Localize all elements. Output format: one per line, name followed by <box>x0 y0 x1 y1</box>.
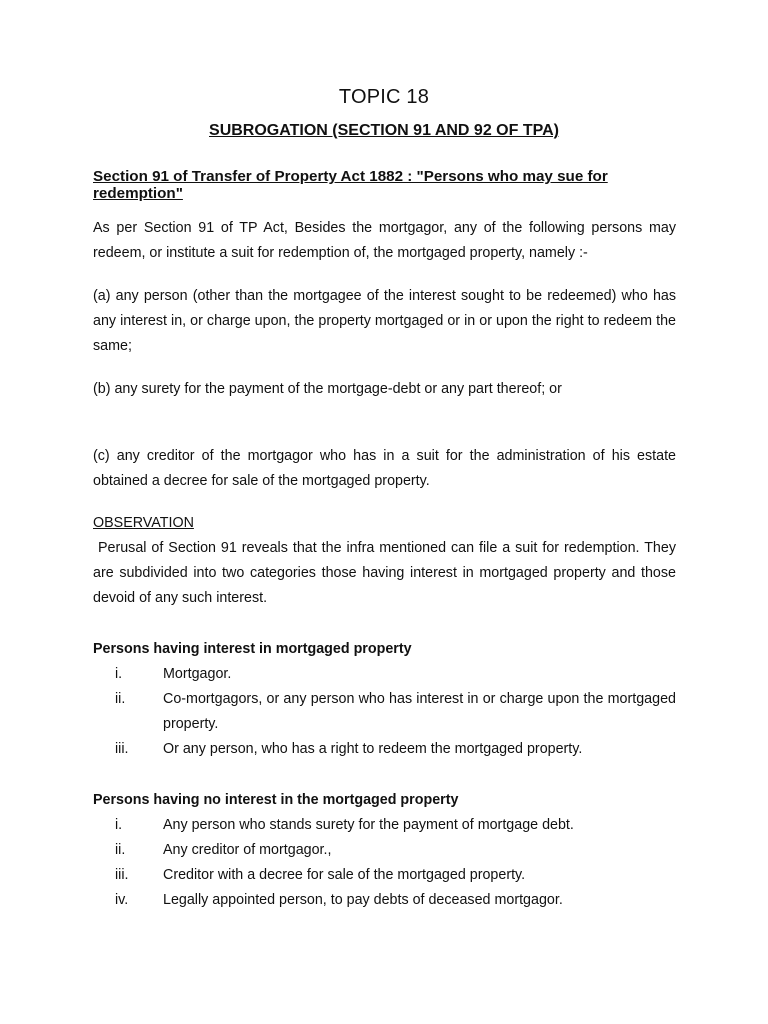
list-item-text: Co-mortgagors, or any person who has interest in or charge upon the mortgaged property. <box>163 691 676 732</box>
clause-c-paragraph: (c) any creditor of the mortgagor who has in a suit for the administration of his estate obtained a decree for sale of the mortgaged property. <box>93 448 676 489</box>
list-item <box>93 737 676 762</box>
observation-section <box>93 511 680 611</box>
list-item-text: Creditor with a decree for sale of the mortgaged property. <box>163 867 526 883</box>
subtitle-text: SUBROGATION (SECTION 91 AND 92 OF TPA) <box>209 122 559 139</box>
interest-list <box>93 662 676 762</box>
list-item <box>93 863 676 888</box>
list-item <box>93 888 676 913</box>
no-interest-list <box>93 813 676 913</box>
list-item-number: ii. <box>115 691 126 707</box>
intro-paragraph: As per Section 91 of TP Act, Besides the mortgagor, any of the following persons may redeem, or institute a suit for redemption of, the mortgaged property, namely :- <box>93 220 676 261</box>
list-item-number: iii. <box>115 867 129 883</box>
list-item <box>93 838 676 863</box>
list-item-text: Or any person, who has a right to redeem the mortgaged property. <box>163 741 583 757</box>
list-item-number: iii. <box>115 741 129 757</box>
list-item-text: Any creditor of mortgagor., <box>163 842 332 858</box>
list-item <box>93 662 676 687</box>
list-item-text: Legally appointed person, to pay debts of deceased mortgagor. <box>163 892 563 908</box>
list-item-text: Mortgagor. <box>163 666 232 682</box>
interest-list-section <box>93 637 676 762</box>
list-item-text: Any person who stands surety for the payment of mortgage debt. <box>163 817 574 833</box>
no-interest-list-heading: Persons having no interest in the mortgaged property <box>93 792 459 808</box>
list-item-number: iv. <box>115 892 129 908</box>
interest-list-heading: Persons having interest in mortgaged property <box>93 641 412 657</box>
clause-b-paragraph: (b) any surety for the payment of the mortgage-debt or any part thereof; or <box>93 381 562 397</box>
list-item <box>93 687 676 737</box>
section-heading: Section 91 of Transfer of Property Act 1882 : "Persons who may sue for redemption" <box>93 168 608 202</box>
observation-text: Perusal of Section 91 reveals that the infra mentioned can file a suit for redemption. They are subdivided into two categories those having interest in mortgaged property and those devoid of any such interest. <box>93 540 680 606</box>
page-title: TOPIC 18 <box>338 86 430 108</box>
list-item-number: i. <box>115 666 123 682</box>
list-item-number: i. <box>115 817 123 833</box>
list-item <box>93 813 676 838</box>
page-subtitle <box>0 122 768 140</box>
clause-a-paragraph: (a) any person (other than the mortgagee of the interest sought to be redeemed) who has any interest in, or charge upon, the property mortgaged or in or upon the right to redeem the same; <box>93 288 676 354</box>
observation-label: OBSERVATION <box>93 515 194 531</box>
list-item-number: ii. <box>115 842 126 858</box>
no-interest-list-section <box>93 788 676 913</box>
